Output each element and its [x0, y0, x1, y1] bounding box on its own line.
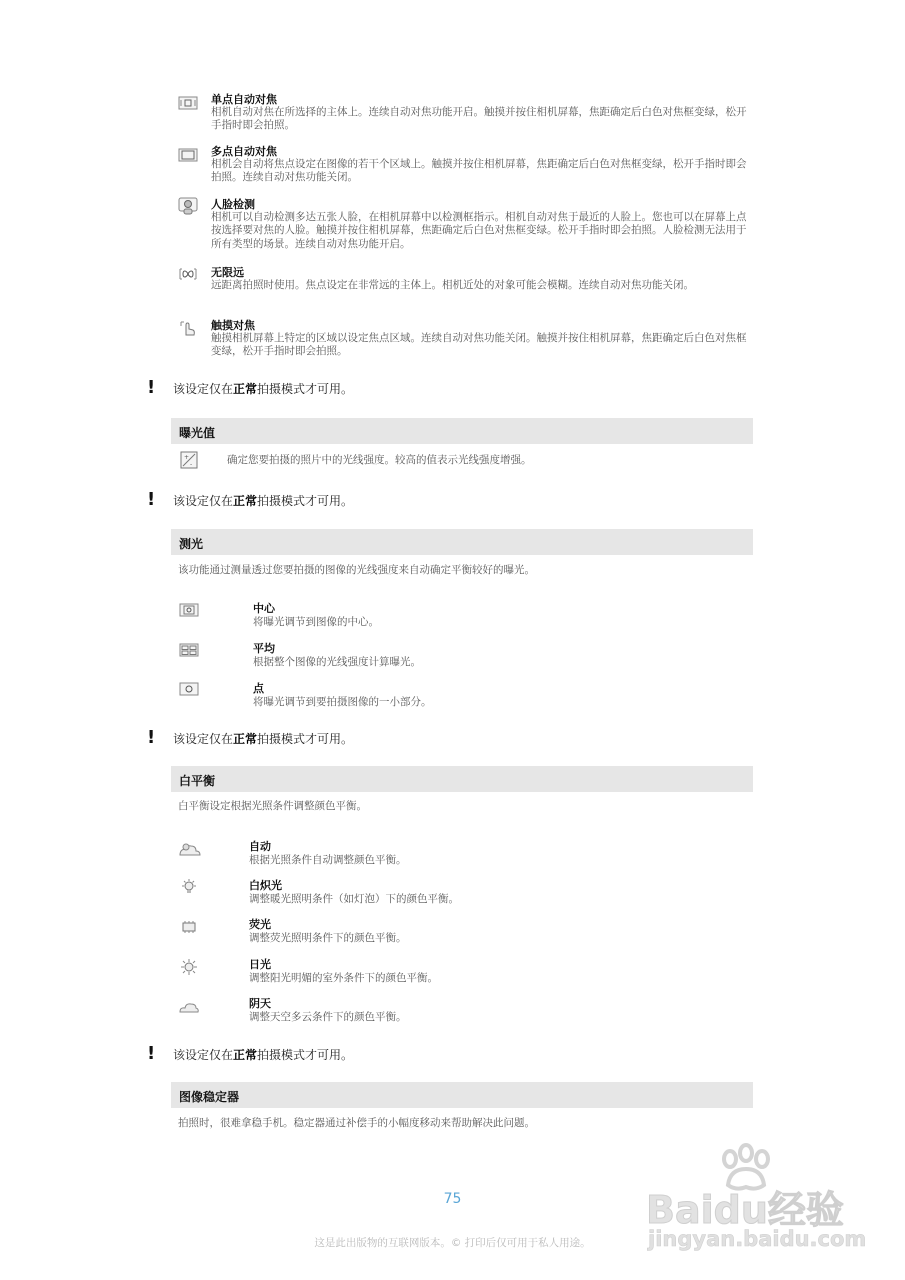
metering-intro: 该功能通过测量透过您要拍摄的图像的光线强度来自动确定平衡较好的曝光。 [178, 564, 535, 576]
metering-desc: 将曝光调节到图像的中心。 [253, 616, 379, 628]
wb-title: 荧光 [249, 918, 271, 931]
wb-title: 自动 [249, 840, 271, 853]
section-header-exposure [171, 418, 753, 444]
availability-note: ! 该设定仅在正常拍摄模式才可用。 [147, 727, 354, 748]
section-header-stabilizer [171, 1082, 753, 1108]
focus-mode-title: 多点自动对焦 [211, 145, 277, 158]
wb-desc: 调整暖光照明条件（如灯泡）下的颜色平衡。 [249, 893, 459, 905]
wb-title: 白炽光 [249, 879, 282, 892]
daylight-icon [180, 958, 198, 976]
incandescent-icon [180, 878, 198, 896]
svg-text:-: - [190, 461, 193, 468]
face-detection-icon [178, 197, 198, 213]
warning-icon: ! [147, 489, 156, 510]
warning-icon: ! [147, 377, 156, 398]
wb-desc: 调整阳光明媚的室外条件下的颜色平衡。 [249, 972, 438, 984]
focus-mode-desc: 远距离拍照时使用。焦点设定在非常远的主体上。相机近处的对象可能会模糊。连续自动对焦功能关闭。 [211, 279, 694, 291]
multi-af-icon [178, 148, 198, 164]
wb-desc: 调整天空多云条件下的颜色平衡。 [249, 1011, 407, 1023]
section-title: 曝光值 [179, 426, 216, 440]
stabilizer-intro: 拍照时，很难拿稳手机。稳定器通过补偿手的小幅度移动来帮助解决此问题。 [178, 1117, 535, 1129]
section-title: 测光 [179, 537, 204, 551]
center-metering-icon [179, 603, 199, 619]
section-header-white-balance [171, 766, 753, 792]
exposure-desc: 确定您要拍摄的照片中的光线强度。较高的值表示光线强度增强。 [227, 454, 532, 466]
white-balance-intro: 白平衡设定根据光照条件调整颜色平衡。 [178, 800, 367, 812]
focus-mode-title: 触摸对焦 [211, 319, 255, 332]
baidu-watermark [646, 1143, 876, 1263]
availability-note: ! 该设定仅在正常拍摄模式才可用。 [147, 1043, 354, 1064]
auto-wb-icon [178, 841, 202, 857]
availability-note: ! 该设定仅在正常拍摄模式才可用。 [147, 489, 354, 510]
page-number: 75 [443, 1191, 462, 1207]
footer-notice: 这是此出版物的互联网版本。© 打印后仅可用于私人用途。 [314, 1237, 591, 1249]
exposure-icon [180, 451, 198, 469]
spot-metering-icon [179, 682, 199, 698]
wb-desc: 根据光照条件自动调整颜色平衡。 [249, 854, 407, 866]
metering-title: 平均 [253, 642, 275, 655]
wb-title: 阴天 [249, 997, 271, 1010]
section-header-metering [171, 529, 753, 555]
infinity-icon [178, 267, 198, 283]
touch-focus-icon [178, 319, 198, 335]
focus-mode-desc: 相机会自动将焦点设定在图像的若干个区域上。触摸并按住相机屏幕，焦距确定后白色对焦框变绿，松开手指时即会拍照。连续自动对焦功能关闭。 [211, 158, 747, 184]
focus-mode-title: 人脸检测 [211, 198, 255, 211]
focus-mode-desc: 相机可以自动检测多达五张人脸，在相机屏幕中以检测框指示。相机自动对焦于最近的人脸上。您也可以在屏幕上点按选择要对焦的人脸。触摸并按住相机屏幕，焦距确定后白色对焦框变绿。松开手指时即会拍照。人脸检测无法用于所有类型的场景。连续自动对焦功能开启。 [211, 211, 747, 250]
metering-desc: 将曝光调节到要拍摄图像的一小部分。 [253, 696, 432, 708]
average-metering-icon [179, 643, 199, 659]
metering-title: 中心 [253, 602, 275, 615]
wb-title: 日光 [249, 958, 271, 971]
warning-icon: ! [147, 727, 156, 748]
focus-mode-title: 无限远 [211, 266, 244, 279]
availability-note: ! 该设定仅在正常拍摄模式才可用。 [147, 377, 354, 398]
wb-desc: 调整荧光照明条件下的颜色平衡。 [249, 932, 407, 944]
cloudy-icon [178, 999, 200, 1015]
focus-mode-desc: 相机自动对焦在所选择的主体上。连续自动对焦功能开启。触摸并按住相机屏幕，焦距确定后白色对焦框变绿，松开手指时即会拍照。 [211, 106, 747, 132]
section-title: 白平衡 [179, 774, 216, 788]
focus-mode-title: 单点自动对焦 [211, 93, 277, 106]
watermark-brand: Baidu经验 [646, 1188, 844, 1232]
warning-icon: ! [147, 1043, 156, 1064]
focus-mode-desc: 触摸相机屏幕上特定的区域以设定焦点区域。连续自动对焦功能关闭。触摸并按住相机屏幕，焦距确定后白色对焦框变绿，松开手指时即会拍照。 [211, 332, 747, 358]
metering-title: 点 [253, 682, 264, 695]
metering-desc: 根据整个图像的光线强度计算曝光。 [253, 656, 421, 668]
single-af-icon [178, 96, 198, 112]
fluorescent-icon [180, 919, 198, 935]
section-title: 图像稳定器 [179, 1090, 240, 1104]
svg-text:+: + [184, 454, 190, 461]
watermark-url: jingyan.baidu.com [648, 1227, 867, 1251]
